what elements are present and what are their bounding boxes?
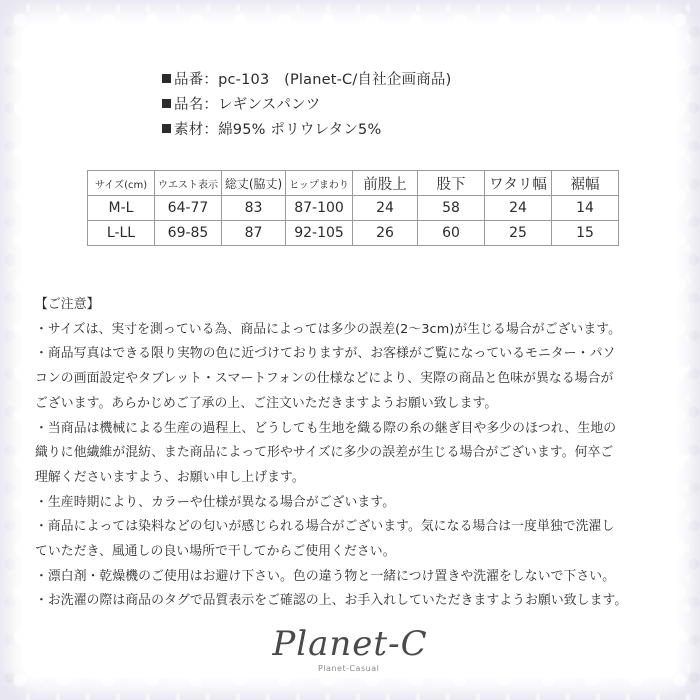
cell-hip: 92-105 <box>286 221 353 246</box>
size-table-row <box>88 221 619 246</box>
square-bullet-icon <box>162 99 171 108</box>
brand-logo <box>0 624 700 673</box>
header-total-length: 総丈(脇丈) <box>222 171 286 196</box>
note-line: ございます。あらかじめご了承の上、ご注文いただきますようお願い致します。 <box>35 395 498 411</box>
square-bullet-icon <box>162 124 171 133</box>
note-line: ・漂白剤・乾燥機のご使用はお避け下さい。色の違う物と一緒につけ置きや洗濯をしないで下さい。 <box>35 568 616 584</box>
notes-heading: 【ご注意】 <box>35 297 100 312</box>
cell-total-length: 83 <box>222 196 286 221</box>
header-size: サイズ(cm) <box>88 171 155 196</box>
note-line: ・当商品は機械による生産の過程上、どうしても生地を織る際の糸の継ぎ目や多少のほつれ、生地の <box>35 420 617 436</box>
cell-front-rise: 24 <box>353 196 418 221</box>
size-table <box>87 170 619 246</box>
spec-item-number-text: 品番：pc-103 (Planet-C/自社企画商品) <box>174 72 452 88</box>
note-line: ・商品によっては染料などの匂いが感じられる場合がございます。気になる場合は一度単独で洗濯し <box>35 519 615 535</box>
note-line: ・生産時期により、カラーや仕様が異なる場合がございます。 <box>35 494 396 510</box>
spec-item-name <box>162 93 452 118</box>
header-thigh-width: ワタリ幅 <box>485 171 552 196</box>
note-line: コンの画面設定やタブレット・スマートフォンの仕様などにより、実際の商品と色味が異なる場合が <box>35 371 614 387</box>
caution-notes <box>35 293 675 614</box>
note-line: 織りに他繊維が混紡、また商品によって形やサイズに多少の誤差が生じる場合がございます。何卒ご <box>35 445 614 461</box>
cell-size: M-L <box>88 196 155 221</box>
spec-material-text: 素材：綿95% ポリウレタン5% <box>174 122 382 138</box>
cell-size: L-LL <box>88 221 155 246</box>
cell-thigh-width: 24 <box>485 196 552 221</box>
logo-name: Planet-C <box>272 624 428 664</box>
cell-hip: 87-100 <box>286 196 353 221</box>
product-spec <box>162 68 452 143</box>
size-table-header-row <box>88 171 619 196</box>
header-waist: ウエスト表示 <box>155 171 222 196</box>
header-hip: ヒップまわり <box>286 171 353 196</box>
cell-waist: 64-77 <box>155 196 222 221</box>
cell-front-rise: 26 <box>353 221 418 246</box>
note-line: ていただき、風通しの良い場所で干してからご使用ください。 <box>35 544 396 560</box>
cell-hem-width: 14 <box>552 196 619 221</box>
cell-total-length: 87 <box>222 221 286 246</box>
note-line: ・サイズは、実寸を測っている為、商品によっては多少の誤差(2～3cm)が生じる場合がございます。 <box>35 321 621 337</box>
cell-hem-width: 15 <box>552 221 619 246</box>
cell-waist: 69-85 <box>155 221 222 246</box>
note-line: ・商品写真はできる限り実物の色に近づけておりますが、お客様がご覧になっているモニター・パソ <box>35 346 616 362</box>
cell-inseam: 58 <box>418 196 485 221</box>
size-table-row <box>88 196 619 221</box>
cell-inseam: 60 <box>418 221 485 246</box>
header-hem-width: 裾幅 <box>552 171 619 196</box>
note-line: ・お洗濯の際は商品のタグで品質表示をご確認の上、お手入れしていただきますようお願い致します。 <box>35 593 628 609</box>
logo-tagline: Planet-Casual <box>318 664 380 673</box>
header-inseam: 股下 <box>418 171 485 196</box>
square-bullet-icon <box>162 74 171 83</box>
spec-item-number <box>162 68 452 93</box>
spec-item-name-text: 品名：レギンスパンツ <box>174 97 321 113</box>
spec-material <box>162 118 452 143</box>
cell-thigh-width: 25 <box>485 221 552 246</box>
note-line: 理解くださいますよう、お願い申し上げます。 <box>35 469 305 485</box>
header-front-rise: 前股上 <box>353 171 418 196</box>
